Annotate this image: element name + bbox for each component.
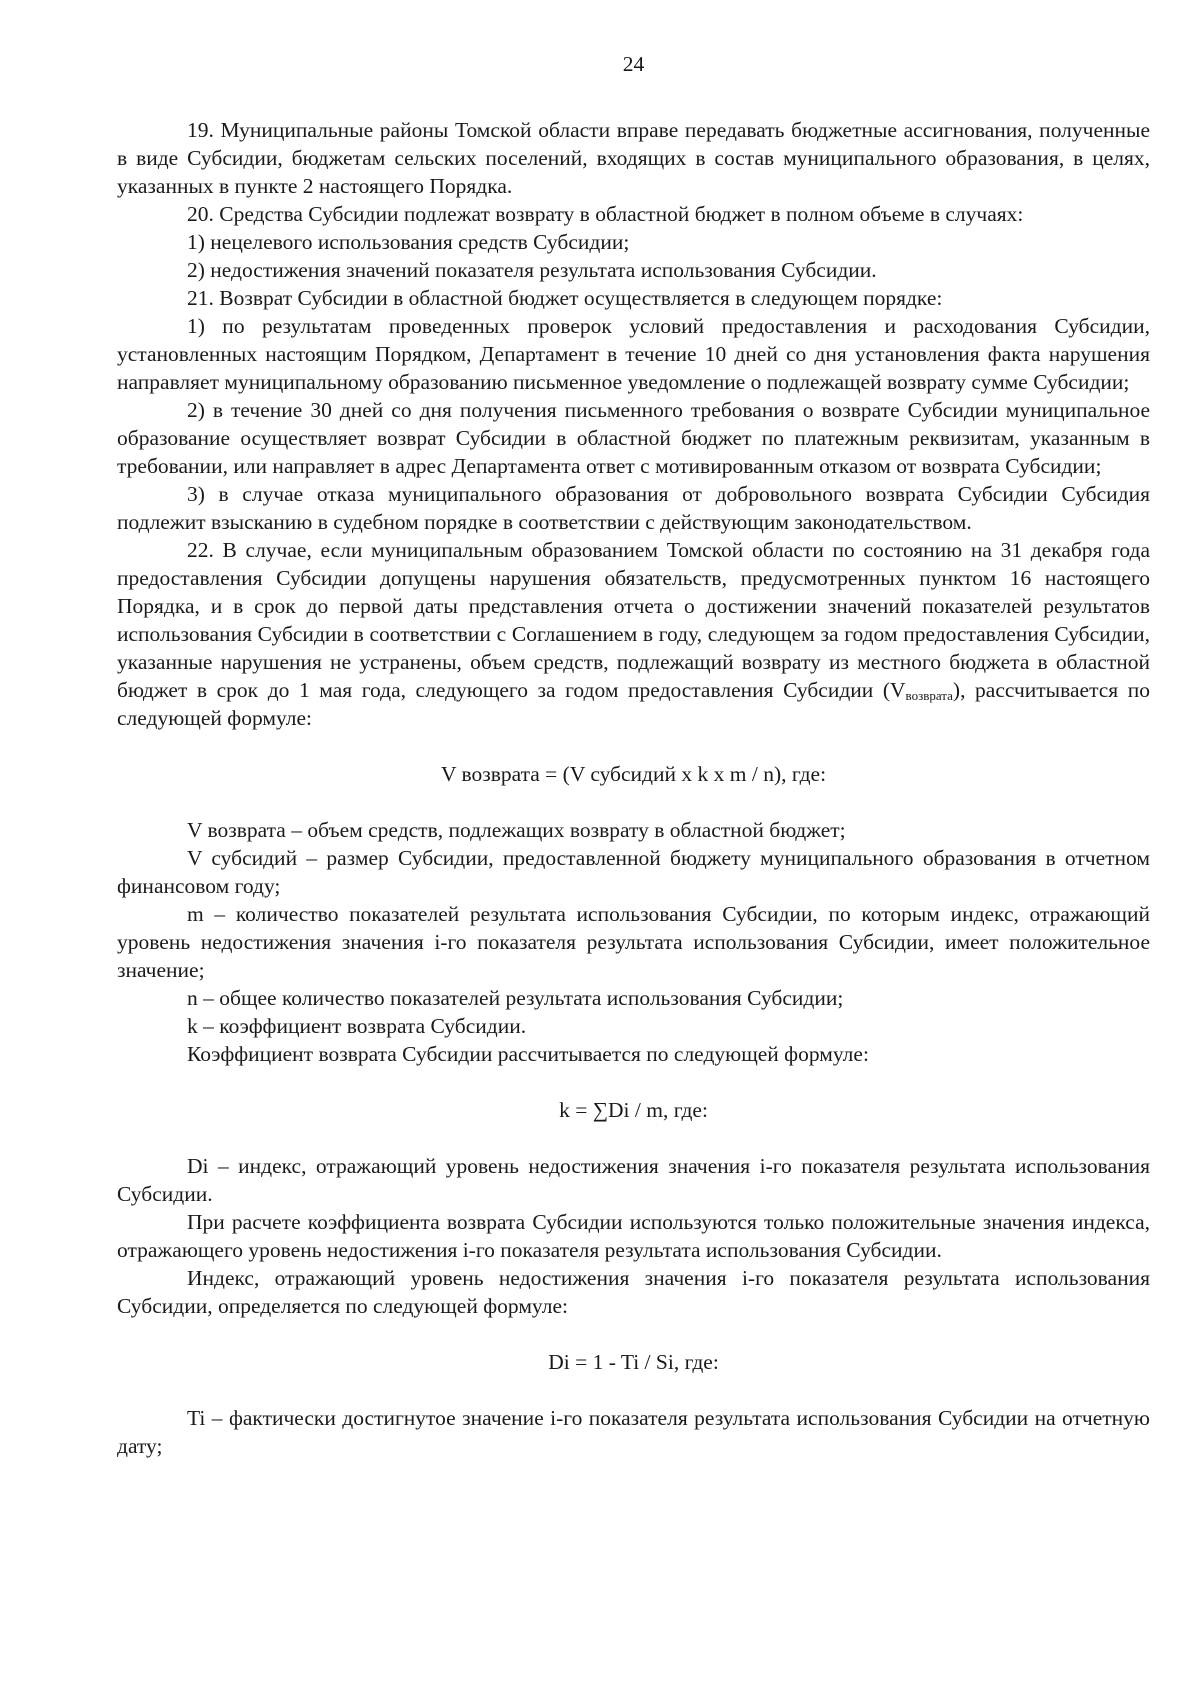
page-number: 24 — [622, 52, 645, 76]
paragraph-22-text-before: 22. В случае, если муниципальным образованием Томской области по состоянию на 31 декабря года предоставления Субсидии допущены нарушения обязательств, предусмотренных пунктом 16 настоящего Порядка, и в срок до первой даты представления отчета о достижении значений показателей результатов использования Субсидии в соответствии с Соглашением в году, следующем за годом предоставления Субсидии, указанные нарушения не устранены, объем средств, подлежащий возврату из местного бюджета в областной бюджет в срок до 1 мая года, следующего за годом предоставления Субсидии (V — [117, 538, 1150, 702]
definition-k: k – коэффициент возврата Субсидии. — [187, 1014, 527, 1038]
paragraph-19: 19. Муниципальные районы Томской области вправе передавать бюджетные ассигнования, полученные в виде Субсидии, бюджетам сельских поселений, входящих в состав муниципального образования, в целях, указанных в пункте 2 настоящего Порядка. — [117, 118, 1150, 198]
index-intro: Индекс, отражающий уровень недостижения значения i-го показателя результата использования Субсидии, определяется по следующей формуле: — [117, 1266, 1150, 1318]
paragraph-21-item-1: 1) по результатам проведенных проверок условий предоставления и расходования Субсидии, установленных настоящим Порядком, Департамент в течение 10 дней со дня установления факта нарушения направляет муниципальному образованию письменное уведомление о подлежащей возврату сумме Субсидии; — [117, 314, 1150, 394]
paragraph-21: 21. Возврат Субсидии в областной бюджет осуществляется в следующем порядке: — [187, 286, 943, 310]
definition-v-subsidiy: V субсидий – размер Субсидии, предоставленной бюджету муниципального образования в отчетном финансовом году; — [117, 846, 1150, 898]
formula-k: k = ∑Di / m, где: — [559, 1098, 708, 1122]
definition-di: Di – индекс, отражающий уровень недостижения значения i-го показателя результата использования Субсидии. — [117, 1154, 1150, 1206]
paragraph-20-item-1: 1) нецелевого использования средств Субсидии; — [187, 230, 630, 254]
paragraph-22-text-after: ), рассчитывается по следующей формуле: — [117, 678, 1150, 730]
paragraph-21-item-3: 3) в случае отказа муниципального образования от добровольного возврата Субсидии Субсидия подлежит взысканию в судебном порядке в соответствии с действующим законодательством. — [117, 482, 1150, 534]
paragraph-20: 20. Средства Субсидии подлежат возврату в областной бюджет в полном объеме в случаях: — [187, 202, 1024, 226]
definition-v-vozvrata: V возврата – объем средств, подлежащих возврату в областной бюджет; — [187, 818, 846, 842]
paragraph-20-item-2: 2) недостижения значений показателя результата использования Субсидии. — [187, 258, 877, 282]
paragraph-22 — [117, 536, 1150, 732]
paragraph-22-subscript: возврата — [905, 688, 953, 703]
definition-m: m – количество показателей результата использования Субсидии, по которым индекс, отражающий уровень недостижения значения i-го показателя результата использования Субсидии, имеет положительное значение; — [117, 902, 1150, 982]
formula-di: Di = 1 - Ti / Si, где: — [548, 1350, 719, 1374]
definition-ti: Ti – фактически достигнутое значение i-го показателя результата использования Субсидии на отчетную дату; — [117, 1406, 1150, 1458]
definition-n: n – общее количество показателей результата использования Субсидии; — [187, 986, 844, 1010]
paragraph-21-item-2: 2) в течение 30 дней со дня получения письменного требования о возврате Субсидии муниципальное образование осуществляет возврат Субсидии в областной бюджет по платежным реквизитам, указанным в требовании, или направляет в адрес Департамента ответ с мотивированным отказом от возврата Субсидии; — [117, 398, 1150, 478]
formula-v-vozvrata: V возврата = (V субсидий x k x m / n), где: — [440, 762, 827, 786]
coefficient-intro: Коэффициент возврата Субсидии рассчитывается по следующей формуле: — [187, 1042, 869, 1066]
note-positive-values: При расчете коэффициента возврата Субсидии используются только положительные значения индекса, отражающего уровень недостижения i-го показателя результата использования Субсидии. — [117, 1210, 1150, 1262]
